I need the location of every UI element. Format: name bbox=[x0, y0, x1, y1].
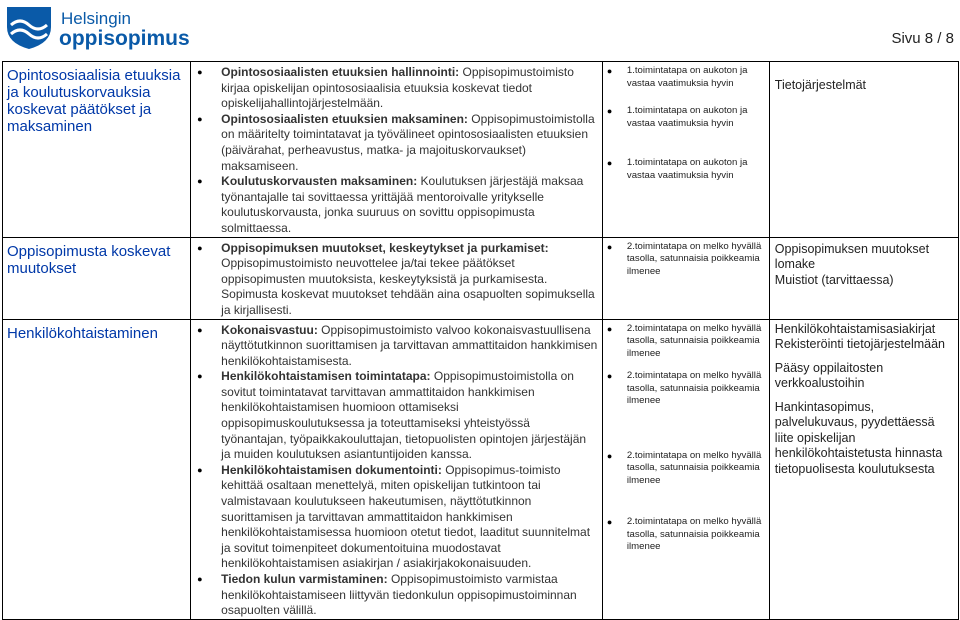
logo-line1: Helsingin bbox=[61, 9, 131, 28]
maturity-cell bbox=[602, 62, 769, 238]
table-row bbox=[3, 319, 959, 619]
tool-item: Muistiot (tarvittaessa) bbox=[774, 272, 894, 287]
tool-item: Hankintasopimus, palvelukuvaus, pyydettäessä liite opiskelijan henkilökohtaistetusta hinnasta tietopuolisesta koulutuksesta bbox=[774, 399, 943, 476]
maturity-item: ● 1.toimintatapa on aukoton ja vastaa vaatimuksia hyvin bbox=[627, 105, 767, 130]
description-cell bbox=[191, 237, 603, 319]
tool-item: Henkilökohtaistamisasiakirjat bbox=[774, 321, 936, 336]
list-item: ● Henkilökohtaistamisen dokumentointi: Oppisopimus-toimisto kehittää osaltaan menettelyä, miten opiskelijan tutkintoon tai valmistavaan koulutukseen hakeutumisen, näyttötutkinnon suorittamisen ja tarvittavan ammattitaidon hankkimisen henkilökohtaistamisessa huomioon otetut tiedot, laaditut suunnitelmat ja sovitut toimenpiteet dokumentoituina muodostavat henkilökohtaistamisen asiakirjan / asiakirjakokonaisuuden. bbox=[221, 463, 598, 572]
logo-line2: oppisopimus bbox=[59, 27, 190, 50]
page-number: Sivu 8 / 8 bbox=[891, 30, 954, 47]
maturity-item: ● 2.toimintatapa on melko hyvällä tasolla, satunnaisia poikkeamia ilmenee bbox=[627, 323, 767, 361]
tool-item: Tietojärjestelmät bbox=[774, 78, 867, 92]
maturity-item: ● 2.toimintatapa on melko hyvällä tasolla, satunnaisia poikkeamia ilmenee bbox=[627, 370, 767, 408]
list-item: ● Opintososiaalisten etuuksien hallinnointi: Oppisopimustoimisto kirjaa opiskelijan opintososiaalisia etuuksia koskevat tiedot opiskelijahallintojärjestelmään. bbox=[221, 65, 598, 112]
tool-item: Oppisopimuksen muutokset lomake bbox=[774, 241, 930, 272]
list-item: ● Kokonaisvastuu: Oppisopimustoimisto valvoo kokonaisvastuullisena näyttötutkinnon suorittamisen ja tarvittavan ammattitaidon hankkimisen henkilökohtaistamisesta. bbox=[221, 323, 598, 370]
description-cell bbox=[191, 62, 603, 238]
row-title-cell bbox=[3, 237, 191, 319]
tools-cell bbox=[769, 319, 958, 619]
maturity-item: ● 2.toimintatapa on melko hyvällä tasolla, satunnaisia poikkeamia ilmenee bbox=[627, 516, 767, 554]
maturity-item: ● 1.toimintatapa on aukoton ja vastaa vaatimuksia hyvin bbox=[627, 65, 767, 90]
table-row bbox=[3, 62, 959, 238]
description-cell bbox=[191, 319, 603, 619]
row-title-cell bbox=[3, 62, 191, 238]
list-item: ● Koulutuskorvausten maksaminen: Koulutuksen järjestäjä maksaa työnantajalle tai sovittaessa yrittäjää mentoroivalle yritykselle koulutuskorvausta, jonka suuruus on sovittu oppisopimusta solmittaessa. bbox=[221, 174, 598, 236]
tools-cell bbox=[769, 62, 958, 238]
table-row bbox=[3, 237, 959, 319]
helsingin-oppisopimus-logo bbox=[3, 3, 193, 51]
list-item: ● Oppisopimuksen muutokset, keskeytykset ja purkamiset: Oppisopimustoimisto neuvottelee ja/tai tekee päätökset oppisopimusten muutoksista, keskeytyksistä ja purkamisesta. Sopimusta koskevat muutokset tehdään aina osapuolten sopimuksella ja kirjallisesti. bbox=[221, 241, 598, 319]
maturity-cell bbox=[602, 319, 769, 619]
row-title: Henkilökohtaistaminen bbox=[7, 324, 158, 342]
quality-table bbox=[2, 61, 959, 620]
maturity-item: ● 1.toimintatapa on aukoton ja vastaa vaatimuksia hyvin bbox=[627, 157, 767, 182]
tools-cell bbox=[769, 237, 958, 319]
tool-item: Rekisteröinti tietojärjestelmään bbox=[774, 337, 946, 351]
row-title: Oppisopimusta koskevat muutokset bbox=[7, 242, 171, 277]
list-item: ● Tiedon kulun varmistaminen: Oppisopimustoimisto varmistaa henkilökohtaistamiseen liittyvän tiedonkulun oppisopimustoiminnan osapuolten välillä. bbox=[221, 572, 598, 619]
logo-emblem-icon bbox=[7, 7, 51, 49]
maturity-item: ● 2.toimintatapa on melko hyvällä tasolla, satunnaisia poikkeamia ilmenee bbox=[627, 241, 767, 279]
maturity-cell bbox=[602, 237, 769, 319]
list-item: ● Henkilökohtaistamisen toimintatapa: Oppisopimustoimistolla on sovitut toimintatavat tarvittavan ammattitaidon hankkimisen henkilökohtaistamisen huomioon ottamiseksi oppisopimuskoulutuksessa ja toteuttamiseksi yhteistyössä työnantajan, työpaikkakouluttajan, tietopuolisten opintojen järjestäjän ja muiden koulutuksen asiantuntijoiden kanssa. bbox=[221, 369, 598, 463]
list-item: ● Opintososiaalisten etuuksien maksaminen: Oppisopimustoimistolla on määritelty toimintatavat ja työvälineet opintososiaalisten etuuksien (päivärahat, perheavustus, matka- ja majoituskorvaukset) maksamiseen. bbox=[221, 112, 598, 174]
row-title: Opintososiaalisia etuuksia ja koulutuskorvauksia koskevat päätökset ja maksaminen bbox=[7, 67, 181, 135]
row-title-cell bbox=[3, 319, 191, 619]
maturity-item: ● 2.toimintatapa on melko hyvällä tasolla, satunnaisia poikkeamia ilmenee bbox=[627, 450, 767, 488]
tool-item: Pääsy oppilaitosten verkkoalustoihin bbox=[774, 360, 884, 390]
